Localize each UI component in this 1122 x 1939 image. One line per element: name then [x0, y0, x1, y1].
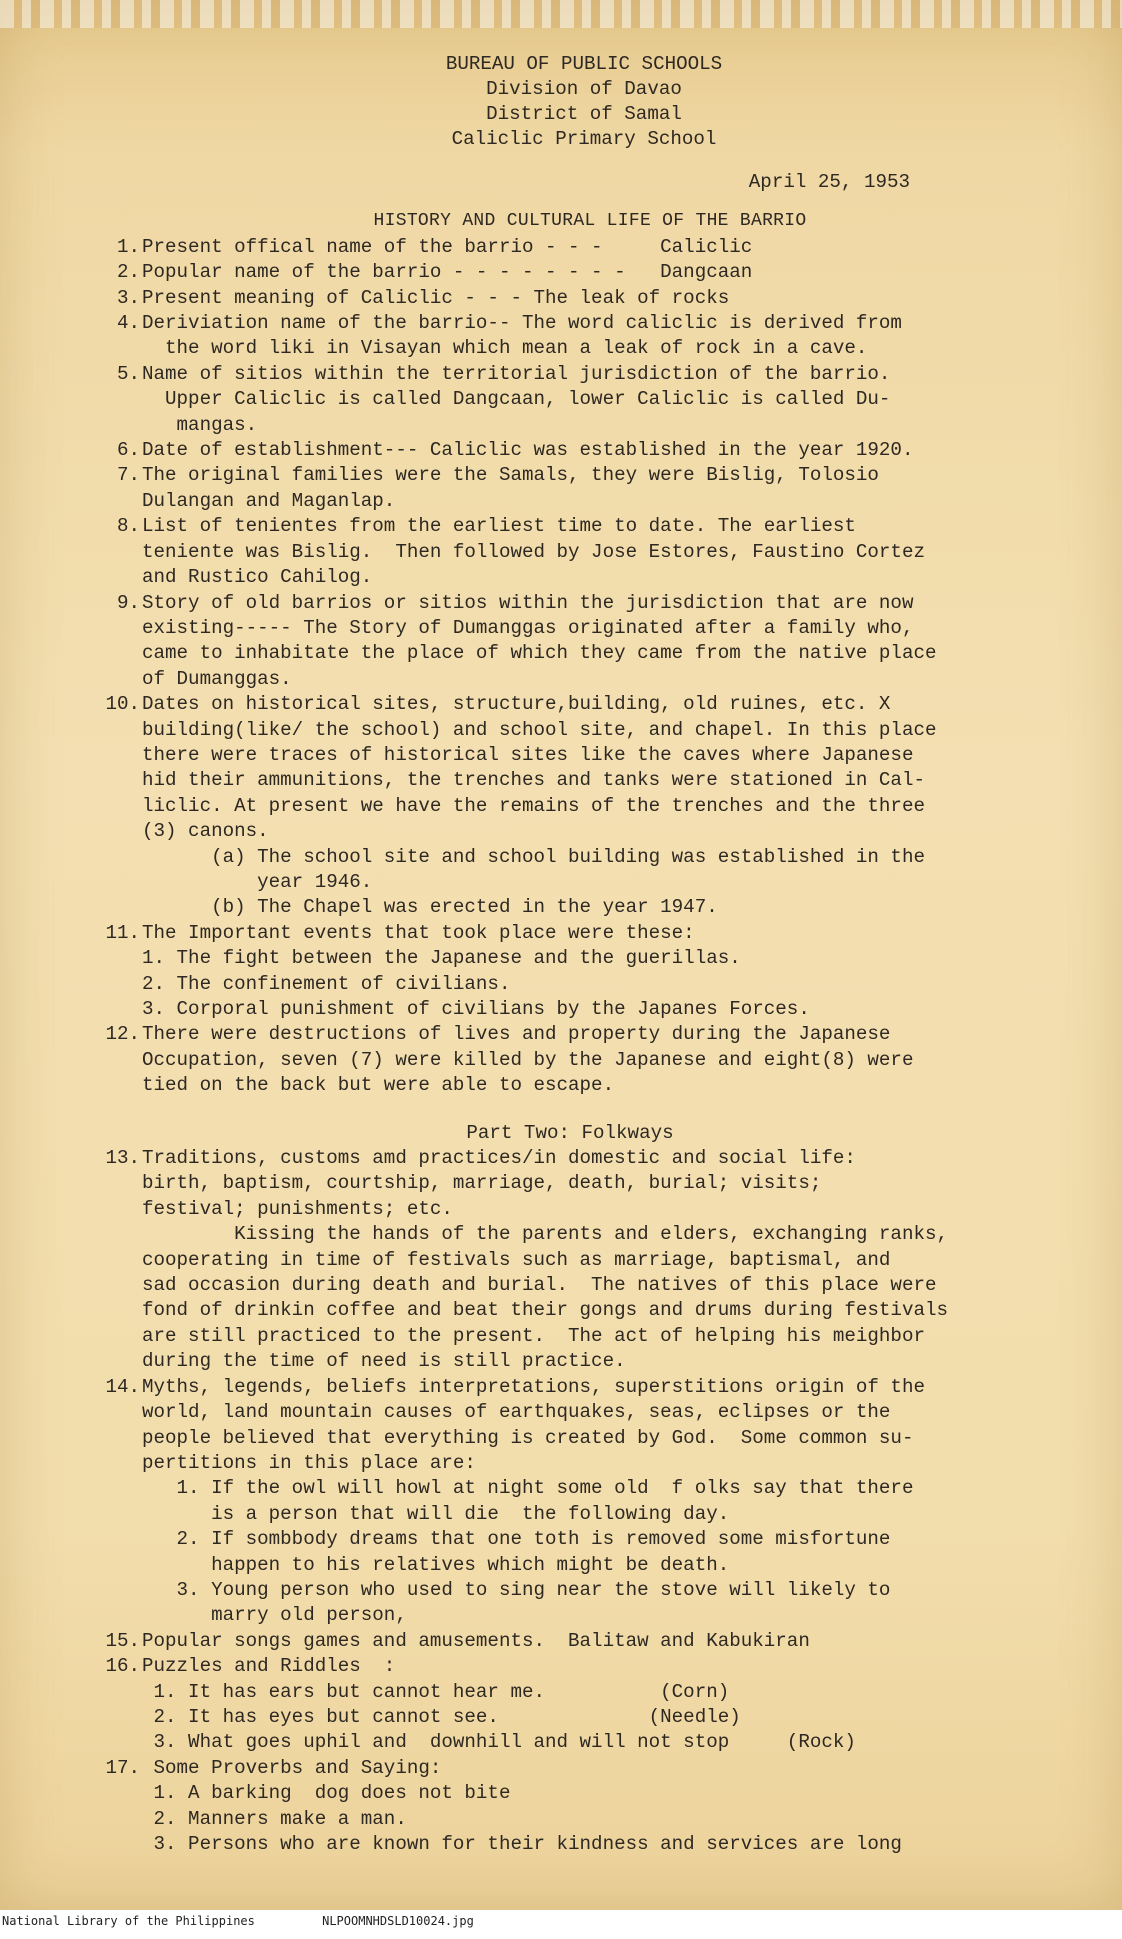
numbered-item [100, 1375, 1040, 1629]
numbered-item [100, 921, 1040, 1023]
item-line: there were traces of historical sites like the caves where Japanese [142, 743, 914, 766]
item-line: happen to his relatives which might be death. [142, 1553, 730, 1576]
item-line: 3. Corporal punishment of civilians by the Japanes Forces. [142, 998, 810, 1020]
item-number: 6. [116, 439, 140, 462]
item-number: 15. [105, 1629, 140, 1652]
item-line: existing----- The Story of Dumanggas originated after a family who, [142, 616, 914, 639]
item-line: Some Proverbs and Saying: [142, 1756, 442, 1779]
item-line: cooperating in time of festivals such as marriage, baptismal, and [142, 1248, 891, 1271]
item-text [142, 463, 1040, 514]
item-text [142, 235, 1040, 260]
item-line: festival; punishments; etc. [142, 1197, 453, 1220]
footer-filename: NLPOOMNHDSLD10024.jpg [322, 1914, 474, 1928]
item-text [142, 921, 1040, 1023]
item-line: teniente was Bislig. Then followed by Jose Estores, Faustino Cortez [142, 540, 925, 563]
item-number: 5. [116, 362, 140, 385]
item-line: 1. The fight between the Japanese and the guerillas. [142, 947, 741, 970]
item-line: Date of establishment--- Caliclic was established in the year 1920. [142, 439, 914, 462]
item-text [142, 286, 1040, 311]
item-text [142, 438, 1040, 463]
item-line: liclic. At present we have the remains of the trenches and the three [142, 794, 925, 817]
item-line: Dates on historical sites, structure,building, old ruines, etc. X [142, 693, 891, 716]
item-line: birth, baptism, courtship, marriage, death, burial; visits; [142, 1172, 822, 1195]
document-title: HISTORY AND CULTURAL LIFE OF THE BARRIO [373, 211, 807, 232]
numbered-item [100, 311, 1040, 362]
letterhead-line-3: District of Samal [486, 103, 682, 125]
numbered-item [100, 1022, 1040, 1098]
numbered-item [100, 1756, 1040, 1858]
item-number: 4. [116, 312, 140, 335]
document-body [100, 52, 1040, 1857]
item-line: during the time of need is still practice. [142, 1350, 626, 1373]
item-line: people believed that everything is created by God. Some common su- [142, 1426, 914, 1449]
item-line: (3) canons. [142, 820, 269, 843]
item-line: (a) The school site and school building was established in the [142, 845, 925, 868]
letterhead-line-4: Caliclic Primary School [451, 128, 717, 150]
item-line: Deriviation name of the barrio-- The word caliclic is derived from [142, 312, 902, 335]
item-line: Upper Caliclic is called Dangcaan, lower Caliclic is called Du- [142, 388, 891, 411]
item-line: There were destructions of lives and property during the Japanese [142, 1023, 891, 1046]
item-text [142, 311, 1040, 362]
item-line: 3. Young person who used to sing near the stove will likely to [142, 1578, 891, 1601]
item-line: The original families were the Samals, they were Bislig, Tolosio [142, 464, 879, 487]
item-line: year 1946. [142, 870, 373, 893]
item-line: are still practiced to the present. The act of helping his meighbor [142, 1324, 925, 1347]
item-line: Myths, legends, beliefs interpretations, superstitions origin of the [142, 1375, 925, 1398]
numbered-item [100, 692, 1040, 921]
numbered-item [100, 362, 1040, 438]
item-text [142, 1375, 1040, 1629]
item-text [142, 1022, 1040, 1098]
item-number: 11. [105, 921, 140, 944]
numbered-item [100, 286, 1040, 311]
part-one-items [100, 235, 1040, 1099]
item-line: Present meaning of Caliclic - - - The leak of rocks [142, 286, 730, 309]
item-number: 7. [116, 464, 140, 487]
item-line: 3. Persons who are known for their kindness and services are long [142, 1833, 902, 1855]
numbered-item [100, 260, 1040, 285]
item-line: pertitions in this place are: [142, 1451, 476, 1474]
item-number: 10. [105, 693, 140, 716]
item-text [142, 692, 1040, 921]
item-line: 1. It has ears but cannot hear me. (Corn) [142, 1680, 730, 1703]
item-line: Traditions, customs amd practices/in domestic and social life: [142, 1147, 856, 1170]
item-number: 9. [116, 591, 140, 614]
item-text [142, 1756, 1040, 1858]
item-line: 3. What goes uphil and downhill and will not stop (Rock) [142, 1731, 856, 1754]
item-line: and Rustico Cahilog. [142, 566, 373, 589]
torn-top-edge [0, 0, 1122, 28]
part-two-title: Part Two: Folkways [466, 1121, 674, 1144]
item-line: Popular name of the barrio - - - - - - - - Dangcaan [142, 261, 753, 284]
item-number: 12. [105, 1023, 140, 1046]
letterhead [100, 52, 1040, 152]
item-number: 1. [116, 235, 140, 258]
item-line: hid their ammunitions, the trenches and tanks were stationed in Cal- [142, 769, 925, 792]
item-line: Present offical name of the barrio - - - Caliclic [142, 235, 753, 258]
item-number: 17. [105, 1756, 140, 1779]
document-date: April 25, 1953 [748, 171, 910, 193]
item-line: 1. A barking dog does not bite [142, 1782, 511, 1805]
item-line: Kissing the hands of the parents and elders, exchanging ranks, [142, 1223, 949, 1246]
item-line: sad occasion during death and burial. The natives of this place were [142, 1274, 937, 1297]
numbered-item [100, 235, 1040, 260]
item-text [142, 1146, 1040, 1375]
item-line: Occupation, seven (7) were killed by the Japanese and eight(8) were [142, 1048, 914, 1071]
item-line: came to inhabitate the place of which they came from the native place [142, 642, 937, 665]
item-line: mangas. [142, 413, 258, 436]
item-line: Story of old barrios or sitios within the jurisdiction that are now [142, 591, 914, 614]
item-line: The Important events that took place were these: [142, 921, 695, 944]
item-number: 2. [116, 261, 140, 284]
numbered-item [100, 591, 1040, 693]
item-line: (b) The Chapel was erected in the year 1947. [142, 896, 718, 919]
item-number: 16. [105, 1655, 140, 1678]
scan-footer [2, 1914, 1120, 1928]
item-line: world, land mountain causes of earthquakes, seas, eclipses or the [142, 1401, 891, 1424]
item-line: the word liki in Visayan which mean a leak of rock in a cave. [142, 337, 868, 360]
item-text [142, 1654, 1040, 1756]
numbered-item [100, 514, 1040, 590]
item-text [142, 591, 1040, 693]
item-line: building(like/ the school) and school site, and chapel. In this place [142, 718, 937, 741]
numbered-item [100, 1146, 1040, 1375]
item-number: 14. [105, 1375, 140, 1398]
item-line: of Dumanggas. [142, 667, 292, 690]
item-text [142, 362, 1040, 438]
item-line: 2. Manners make a man. [142, 1807, 407, 1830]
item-line: Name of sitios within the territorial jurisdiction of the barrio. [142, 362, 891, 385]
item-number: 3. [116, 286, 140, 309]
item-line: tied on the back but were able to escape. [142, 1074, 615, 1097]
item-line: 2. It has eyes but cannot see. (Needle) [142, 1705, 741, 1728]
part-two-items [100, 1146, 1040, 1857]
item-line: 2. If sombbody dreams that one toth is removed some misfortune [142, 1528, 891, 1551]
item-line: marry old person, [142, 1604, 407, 1627]
item-number: 13. [105, 1147, 140, 1170]
letterhead-line-2: Division of Davao [486, 78, 682, 100]
letterhead-line-1: BUREAU OF PUBLIC SCHOOLS [445, 53, 723, 75]
numbered-item [100, 1629, 1040, 1654]
item-text [142, 1629, 1040, 1654]
item-line: 2. The confinement of civilians. [142, 972, 511, 995]
item-line: Dulangan and Maganlap. [142, 489, 396, 512]
item-line: is a person that will die the following day. [142, 1502, 730, 1525]
footer-library: National Library of the Philippines [2, 1914, 255, 1928]
item-number: 8. [116, 515, 140, 538]
item-line: fond of drinkin coffee and beat their gongs and drums during festivals [142, 1299, 949, 1322]
item-text [142, 514, 1040, 590]
item-line: 1. If the owl will howl at night some old f olks say that there [142, 1477, 914, 1500]
numbered-item [100, 463, 1040, 514]
item-line: Popular songs games and amusements. Balitaw and Kabukiran [142, 1629, 810, 1652]
numbered-item [100, 438, 1040, 463]
item-line: Puzzles and Riddles : [142, 1655, 396, 1678]
item-text [142, 260, 1040, 285]
item-line: List of tenientes from the earliest time to date. The earliest [142, 515, 856, 538]
numbered-item [100, 1654, 1040, 1756]
